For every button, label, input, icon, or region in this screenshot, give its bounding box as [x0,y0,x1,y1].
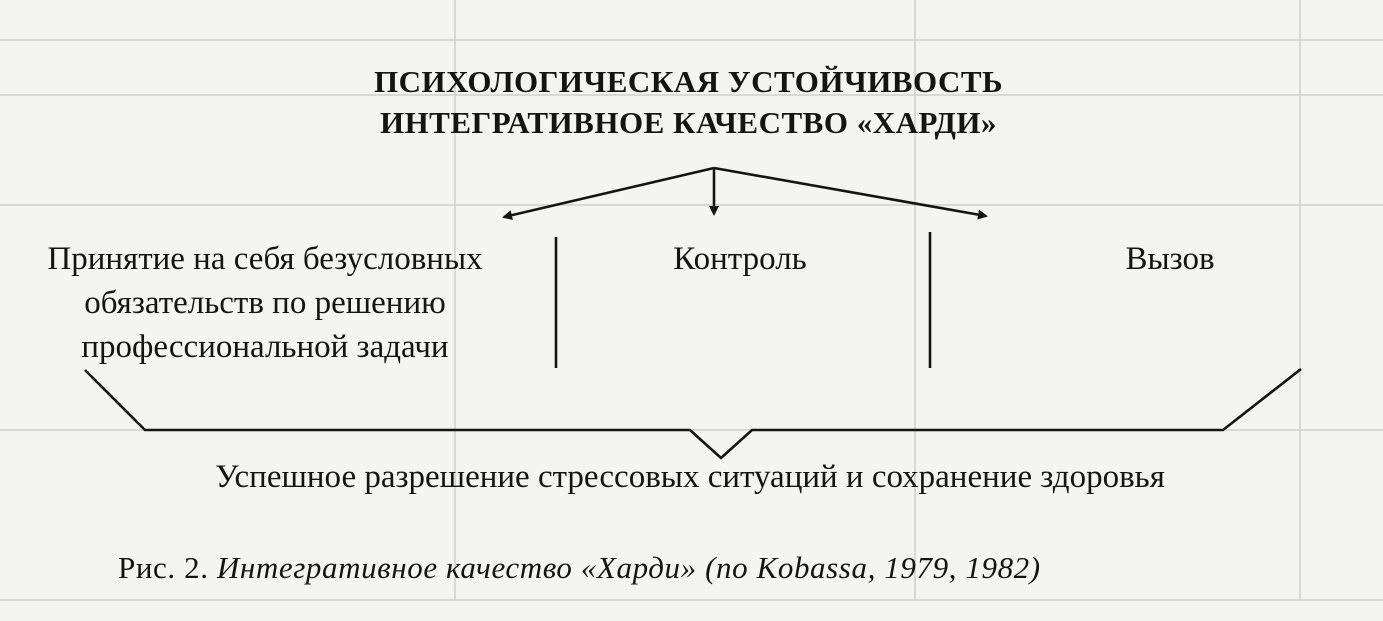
arrow-left [504,168,714,217]
diagram-title-line-2: ИНТЕГРАТИВНОЕ КАЧЕСТВО «ХАРДИ» [379,105,998,140]
figure-caption [118,548,1041,588]
diagram-title-line-1: ПСИХОЛОГИЧЕСКАЯ УСТОЙЧИВОСТЬ [373,64,1004,99]
outcome-text: Успешное разрешение стрессовых ситуаций и сохранение здоровья [215,459,1165,495]
branch-challenge-label: Вызов [1125,241,1215,277]
branch-commitment-line: обязательств по решению [84,285,446,321]
branch-commitment-line: профессиональной задачи [81,329,449,365]
branch-commitment [0,237,530,369]
branch-commitment-line: Принятие на себя безусловных [47,241,483,277]
branch-control [600,237,880,281]
branch-control-label: Контроль [673,241,807,277]
figure-caption-text: Интегративное качество «Харди» (по Kobassa, 1979, 1982) [216,550,1041,585]
bottom-brace [85,369,1301,458]
branch-challenge [1080,237,1260,281]
figure-caption-prefix: Рис. 2. [118,550,217,585]
arrow-right [714,168,986,216]
